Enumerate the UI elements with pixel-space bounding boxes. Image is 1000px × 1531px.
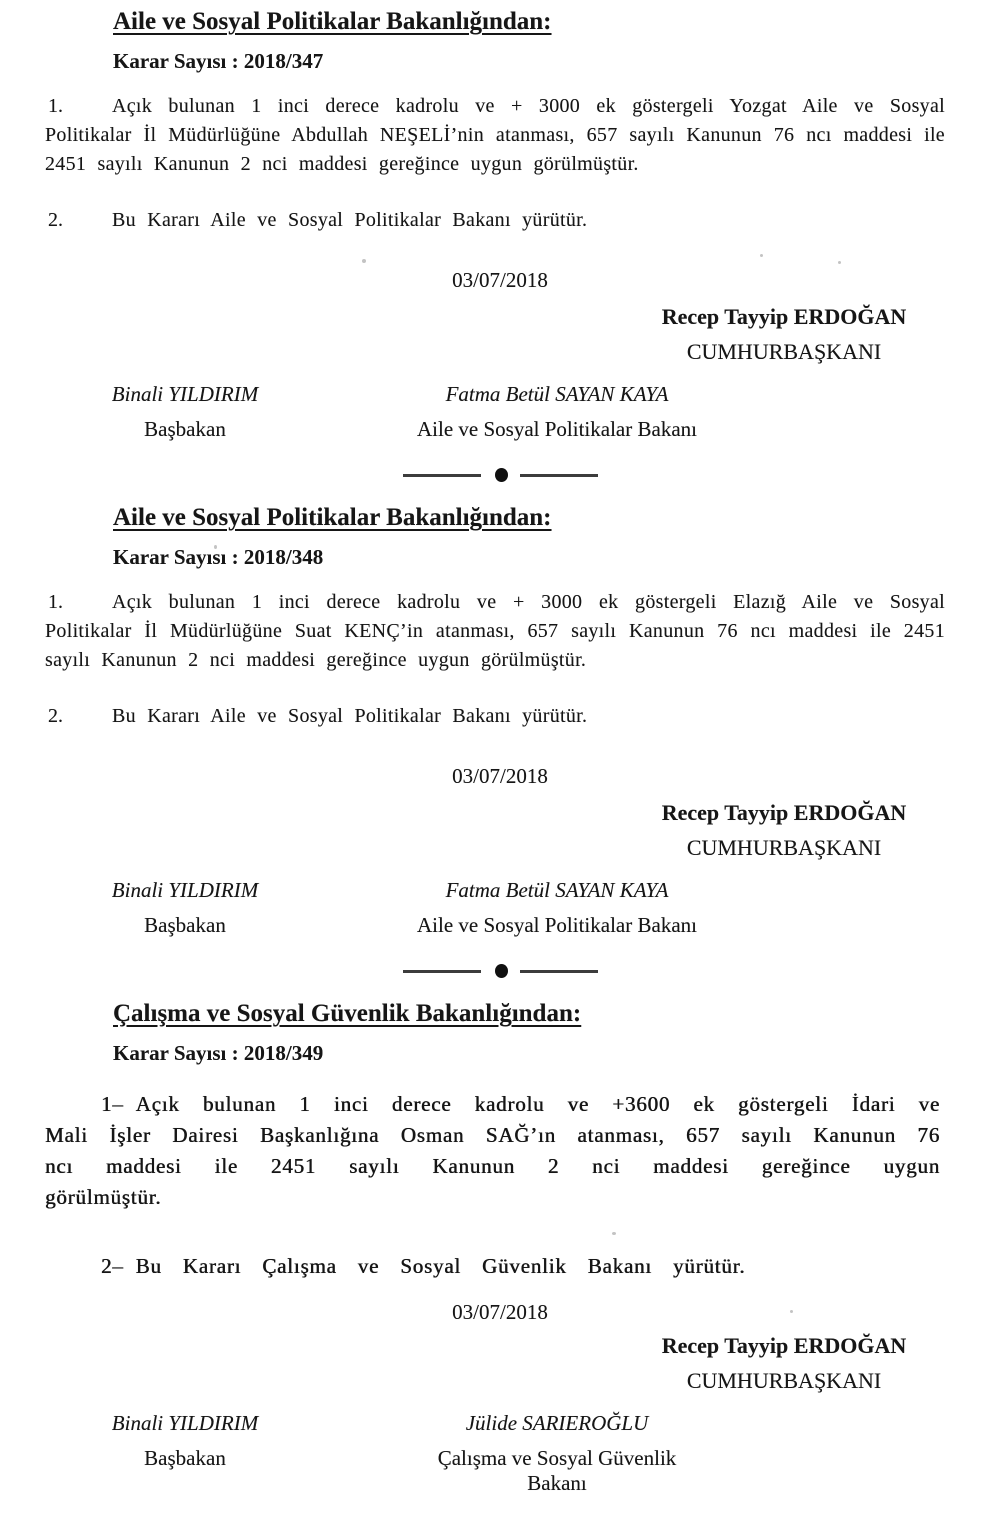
decree-item bbox=[45, 92, 945, 179]
section-divider bbox=[0, 963, 1000, 979]
item-number: 2– bbox=[101, 1254, 124, 1278]
scan-speck bbox=[760, 254, 763, 257]
decree-item bbox=[45, 588, 945, 675]
section-divider bbox=[0, 467, 1000, 483]
decree-date: 03/07/2018 bbox=[452, 1300, 548, 1324]
decree-item bbox=[45, 1251, 940, 1282]
ministry-heading: Çalışma ve Sosyal Güvenlik Bakanlığından: bbox=[113, 1000, 582, 1027]
president-title: CUMHURBAŞKANI bbox=[686, 1368, 882, 1393]
divider-line-left bbox=[403, 970, 481, 973]
item-text: Bu Kararı Aile ve Sosyal Politikalar Bakanı yürütür. bbox=[112, 209, 588, 231]
item-number: 1– bbox=[101, 1092, 124, 1116]
decree-section-348 bbox=[0, 504, 1000, 940]
president-name: Recep Tayyip ERDOĞAN bbox=[661, 304, 907, 329]
item-number: 2. bbox=[48, 209, 63, 231]
prime-minister-title: Başbakan bbox=[144, 1446, 226, 1470]
item-text: Açık bulunan 1 inci derece kadrolu ve + 3000 ek göstergeli Elazığ Aile ve Sosyal Politikalar İl Müdürlüğüne Suat KENÇ’in atanması, 657 sayılı Kanunun 76 ncı maddesi ile 2451 sayılı Kanunun 2 nci maddesi gereğince uygun görülmüştür. bbox=[45, 591, 945, 671]
item-number: 2. bbox=[48, 705, 63, 727]
minister-name: Fatma Betül SAYAN KAYA bbox=[445, 382, 669, 406]
president-title: CUMHURBAŞKANI bbox=[686, 835, 882, 860]
item-number: 1. bbox=[48, 591, 63, 613]
minister-title: Çalışma ve Sosyal Güvenlik Bakanı bbox=[437, 1446, 677, 1495]
decree-section-347 bbox=[0, 8, 1000, 444]
decree-item bbox=[45, 1089, 940, 1213]
divider-bullet-icon bbox=[495, 468, 508, 482]
decision-number: Karar Sayısı : 2018/347 bbox=[113, 49, 324, 73]
president-name: Recep Tayyip ERDOĞAN bbox=[661, 800, 907, 825]
divider-bullet-icon bbox=[495, 964, 508, 978]
president-title: CUMHURBAŞKANI bbox=[686, 339, 882, 364]
president-name: Recep Tayyip ERDOĞAN bbox=[661, 1333, 907, 1358]
item-text: Açık bulunan 1 inci derece kadrolu ve + 3000 ek göstergeli Yozgat Aile ve Sosyal Politikalar İl Müdürlüğüne Abdullah NEŞELİ’nin atanması, 657 sayılı Kanunun 76 ncı maddesi ile 2451 sayılı Kanunun 2 nci maddesi gereğince uygun görülmüştür. bbox=[45, 95, 945, 175]
minister-title: Aile ve Sosyal Politikalar Bakanı bbox=[417, 417, 697, 441]
item-text: Açık bulunan 1 inci derece kadrolu ve +3600 ek göstergeli İdari ve Mali İşler Dairesi Başkanlığına Osman SAĞ’ın atanması, 657 sayılı Kanunun 76 ncı maddesi ile 2451 sayılı Kanunun 2 nci maddesi gereğince uygun görülmüştür. bbox=[45, 1092, 940, 1209]
decision-number: Karar Sayısı : 2018/349 bbox=[113, 1041, 324, 1065]
item-text: Bu Kararı Aile ve Sosyal Politikalar Bakanı yürütür. bbox=[112, 705, 588, 727]
decree-item bbox=[45, 702, 945, 731]
ministry-heading: Aile ve Sosyal Politikalar Bakanlığından: bbox=[113, 8, 552, 35]
divider-line-right bbox=[520, 970, 598, 973]
scan-speck bbox=[214, 545, 217, 549]
decree-item bbox=[45, 206, 945, 235]
prime-minister-name: Binali YILDIRIM bbox=[111, 1411, 259, 1435]
prime-minister-name: Binali YILDIRIM bbox=[111, 878, 259, 902]
decree-section-349 bbox=[0, 1000, 1000, 1495]
scan-speck bbox=[790, 1310, 793, 1313]
divider-line-right bbox=[520, 474, 598, 477]
item-text: Bu Kararı Çalışma ve Sosyal Güvenlik Bakanı yürütür. bbox=[135, 1254, 746, 1278]
signature-block bbox=[0, 800, 1000, 940]
minister-name: Fatma Betül SAYAN KAYA bbox=[445, 878, 669, 902]
item-number: 1. bbox=[48, 95, 63, 117]
prime-minister-title: Başbakan bbox=[144, 417, 226, 441]
divider-line-left bbox=[403, 474, 481, 477]
decision-number: Karar Sayısı : 2018/348 bbox=[113, 545, 324, 569]
ministry-heading: Aile ve Sosyal Politikalar Bakanlığından: bbox=[113, 504, 552, 531]
prime-minister-name: Binali YILDIRIM bbox=[111, 382, 259, 406]
signature-block bbox=[0, 1333, 1000, 1495]
minister-title: Aile ve Sosyal Politikalar Bakanı bbox=[417, 913, 697, 937]
scan-speck bbox=[362, 259, 366, 263]
scan-speck bbox=[612, 1232, 616, 1235]
prime-minister-title: Başbakan bbox=[144, 913, 226, 937]
decree-date: 03/07/2018 bbox=[452, 764, 548, 788]
minister-name: Jülide SARIEROĞLU bbox=[465, 1411, 649, 1435]
decree-date: 03/07/2018 bbox=[452, 268, 548, 292]
scan-speck bbox=[838, 261, 841, 264]
signature-block bbox=[0, 304, 1000, 444]
